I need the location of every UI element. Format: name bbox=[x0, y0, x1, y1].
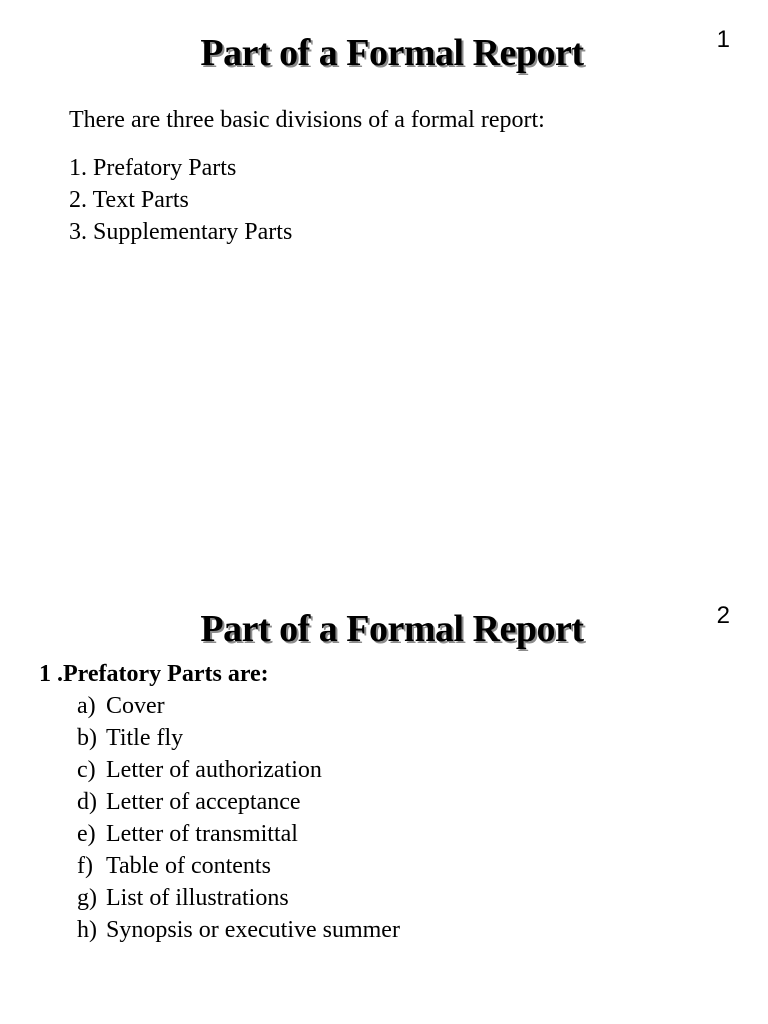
list-item: 1. Prefatory Parts bbox=[69, 155, 237, 181]
slide-title: Part of a Formal Report bbox=[200, 32, 584, 74]
list-text: Title fly bbox=[106, 725, 184, 751]
list-text: Letter of authorization bbox=[106, 757, 322, 783]
list-item bbox=[77, 914, 400, 946]
list-text: Letter of transmittal bbox=[106, 821, 298, 847]
list-marker: a) bbox=[77, 693, 96, 719]
divisions-list bbox=[69, 152, 292, 248]
list-marker: h) bbox=[77, 917, 97, 943]
slide-2 bbox=[0, 576, 768, 1024]
list-item bbox=[77, 850, 400, 882]
list-item: 2. Text Parts bbox=[69, 187, 189, 213]
list-marker: d) bbox=[77, 789, 97, 815]
list-text: Table of contents bbox=[106, 853, 271, 879]
list-marker: f) bbox=[77, 853, 93, 879]
list-text: Cover bbox=[106, 693, 165, 719]
list-item bbox=[77, 754, 400, 786]
list-item bbox=[77, 690, 400, 722]
list-marker: g) bbox=[77, 885, 97, 911]
list-item: 3. Supplementary Parts bbox=[69, 219, 293, 245]
list-text: Synopsis or executive summer bbox=[106, 917, 400, 943]
list-item bbox=[77, 786, 400, 818]
list-marker: c) bbox=[77, 757, 96, 783]
slide-title: Part of a Formal Report bbox=[200, 608, 584, 650]
section-heading: 1 .Prefatory Parts are: bbox=[39, 661, 269, 687]
list-text: List of illustrations bbox=[106, 885, 289, 911]
slide-number: 1 bbox=[716, 26, 730, 53]
slide-number: 2 bbox=[716, 602, 730, 629]
intro-text: There are three basic divisions of a formal report: bbox=[69, 107, 545, 133]
list-text: Letter of acceptance bbox=[106, 789, 301, 815]
list-item bbox=[77, 882, 400, 914]
list-item bbox=[77, 722, 400, 754]
list-item bbox=[77, 818, 400, 850]
list-marker: e) bbox=[77, 821, 96, 847]
prefatory-parts-list bbox=[77, 690, 400, 946]
list-marker: b) bbox=[77, 725, 97, 751]
